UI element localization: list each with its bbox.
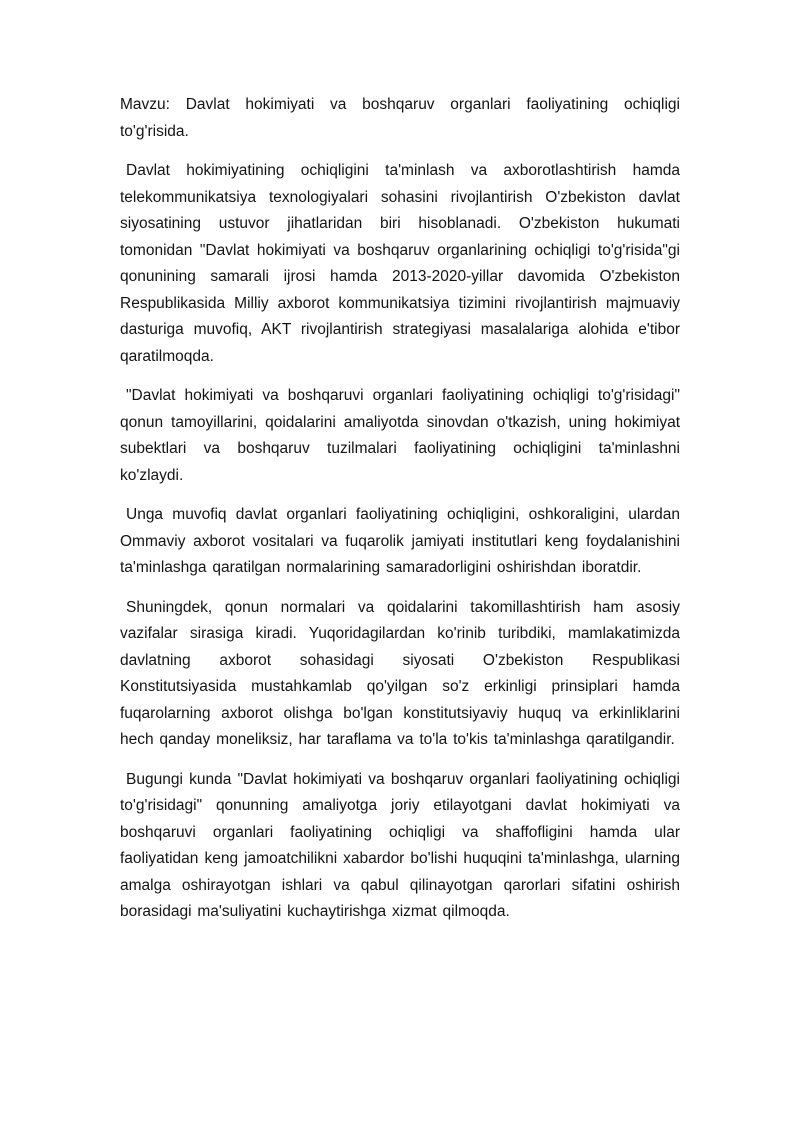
paragraph-1: Davlat hokimiyatining ochiqligini ta'minlash va axborotlashtirish hamda telekommunikatsiya texnologiyalari sohasini rivojlantirish O'zbekiston davlat siyosatining ustuvor jihatlaridan biri hisoblanadi. O'zbekiston hukumati tomonidan "Davlat hokimiyati va boshqaruv organlarining ochiqligi to'g'risida"gi qonunining samarali ijrosi hamda 2013-2020-yillar davomida O'zbekiston Respublikasida Milliy axborot kommunikatsiya tizimini rivojlantirish majmuaviy dasturiga muvofiq, AKT rivojlantirish strategiyasi masalalariga alohida e'tibor qaratilmoqda. bbox=[120, 162, 680, 365]
paragraph-3: Unga muvofiq davlat organlari faoliyatining ochiqligini, oshkoraligini, ulardan Ommaviy axborot vositalari va fuqarolik jamiyati institutlari keng foydalanishini ta'minlashga qaratilgan normalarining samaradorligini oshirishdan iboratdir. bbox=[120, 506, 680, 576]
document-title-paragraph: Mavzu: Davlat hokimiyati va boshqaruv organlari faoliyatining ochiqligi to'g'risida. bbox=[120, 96, 680, 140]
paragraph-4: Shuningdek, qonun normalari va qoidalarini takomillashtirish ham asosiy vazifalar sirasiga kiradi. Yuqoridagilardan ko'rinib turibdiki, mamlakatimizda davlatning axborot sohasidagi siyosati O'zbekiston Respublikasi Konstitutsiyasida mustahkamlab qo'yilgan so'z erkinligi prinsiplari hamda fuqarolarning axborot olishga bo'lgan konstitutsiyaviy huquq va erkinliklarini hech qanday moneliksiz, har taraflama va to'la to'kis ta'minlashga qaratilgandir. bbox=[120, 598, 680, 748]
paragraph-5: Bugungi kunda "Davlat hokimiyati va boshqaruv organlari faoliyatining ochiqligi to'g'risidagi" qonunning amaliyotga joriy etilayotgani davlat hokimiyati va boshqaruvi organlari faoliyatining ochiqligi va shaffofligini hamda ular faoliyatidan keng jamoatchilikni xabardor bo'lishi huquqini ta'minlashga, ularning amalga oshirayotgan ishlari va qabul qilinayotgan qarorlari sifatini oshirish borasidagi ma'suliyatini kuchaytirishga xizmat qilmoqda. bbox=[120, 770, 680, 920]
paragraph-2: "Davlat hokimiyati va boshqaruvi organlari faoliyatining ochiqligi to'g'risidagi" qonun tamoyillarini, qoidalarini amaliyotda sinovdan o'tkazish, uning hokimiyat subektlari va boshqaruv tuzilmalari faoliyatining ochiqligini ta'minlashni ko'zlaydi. bbox=[120, 387, 680, 484]
